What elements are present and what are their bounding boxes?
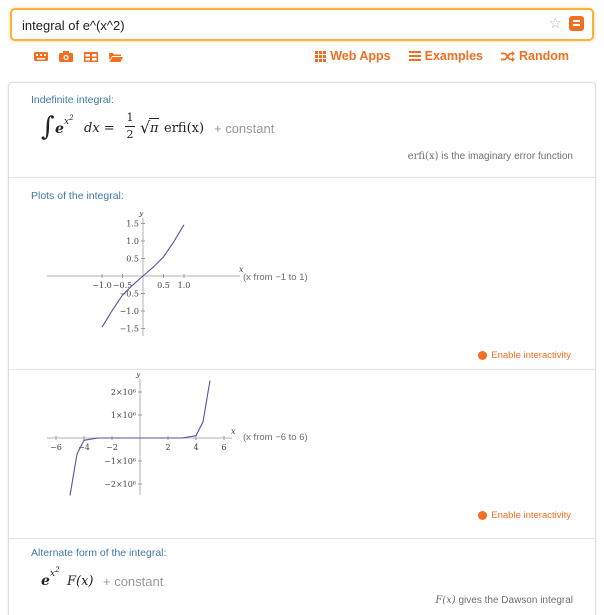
- exp-base: e: [55, 121, 64, 137]
- x-tick-label: 1.0: [177, 281, 191, 290]
- table-icon[interactable]: [83, 50, 99, 63]
- pod-title: Plots of the integral:: [31, 190, 124, 202]
- web-apps-link[interactable]: [315, 49, 390, 63]
- random-label: Random: [519, 49, 569, 63]
- pod-title: Indefinite integral:: [31, 94, 114, 106]
- x-tick-label: 6: [221, 443, 227, 452]
- interactivity-icon: [478, 351, 487, 360]
- integral-sign: ∫: [41, 112, 55, 142]
- y-tick-label: 2×10⁶: [110, 388, 136, 397]
- grid-icon: [315, 51, 326, 62]
- plus-constant: + constant: [214, 121, 275, 136]
- y-tick-label: −2×10⁶: [104, 480, 136, 489]
- frac-num: 1: [126, 111, 134, 124]
- shuffle-icon: [501, 51, 515, 62]
- exp-power: $x^2$: [50, 566, 60, 579]
- sqrt-sign: √: [140, 118, 151, 137]
- frac-den: 2: [126, 128, 134, 141]
- y-axis-label: y: [139, 212, 144, 217]
- x-axis-label: x: [231, 427, 236, 436]
- open-folder-icon[interactable]: [108, 50, 124, 63]
- y-tick-label: 0.5: [126, 254, 139, 264]
- camera-icon[interactable]: [58, 50, 74, 63]
- y-tick-label: 1.0: [126, 237, 139, 246]
- sqrt-bar: [149, 118, 159, 119]
- y-tick-label: −1.0: [119, 307, 139, 316]
- star-icon[interactable]: ☆: [548, 15, 562, 32]
- plus-constant: + constant: [103, 574, 164, 589]
- x-tick-label: 0.5: [157, 281, 170, 290]
- erfi-note: erfi(x) is the imaginary error function: [407, 151, 573, 162]
- examples-label: Examples: [424, 49, 483, 63]
- plot-1: [35, 212, 255, 342]
- keyboard-icon[interactable]: [33, 50, 49, 63]
- indefinite-integral-pod: [9, 83, 595, 178]
- input-mode-toolbar: [33, 50, 124, 63]
- y-tick-label: −1×10⁶: [104, 457, 136, 466]
- alternate-form-pod: [9, 539, 595, 615]
- x-tick-label: 4: [193, 443, 199, 452]
- differential: dx =: [84, 121, 115, 136]
- examples-link[interactable]: [409, 49, 483, 63]
- search-bar[interactable]: [10, 8, 594, 41]
- x-tick-label: −4: [78, 443, 90, 452]
- x-tick-label: −0.5: [112, 281, 133, 290]
- plots-pod: [9, 178, 595, 539]
- menu-icon[interactable]: [569, 16, 584, 31]
- list-icon: [409, 51, 421, 61]
- dawson-note: F(x) gives the Dawson integral: [435, 595, 573, 606]
- results-panel: [8, 82, 596, 615]
- enable-interactivity-2[interactable]: Enable interactivity: [478, 510, 571, 521]
- interactivity-icon: [478, 511, 487, 520]
- plot-2-range: (x from −6 to 6): [243, 432, 308, 443]
- dawson-term: F(x): [67, 574, 94, 589]
- web-apps-label: Web Apps: [330, 49, 391, 63]
- plot-2: [35, 373, 245, 498]
- y-tick-label: −0.5: [119, 289, 139, 299]
- y-tick-label: 1.5: [126, 219, 139, 229]
- frac-line: [125, 126, 135, 127]
- pi-symbol: π: [150, 121, 159, 136]
- exp-base: e: [41, 573, 50, 589]
- y-tick-label: 1×10⁶: [110, 411, 136, 420]
- plot-1-range: (x from −1 to 1): [243, 272, 308, 283]
- alternate-formula: [41, 565, 241, 595]
- x-tick-label: −1.0: [92, 281, 112, 290]
- x-axis-label: x: [239, 265, 244, 274]
- integral-formula: [41, 110, 301, 150]
- x-tick-label: 2: [165, 443, 171, 452]
- random-link[interactable]: [501, 49, 569, 63]
- pod-title: Alternate form of the integral:: [31, 547, 167, 559]
- y-tick-label: −1.5: [119, 324, 139, 334]
- enable-interactivity-1[interactable]: Enable interactivity: [478, 350, 571, 361]
- exp-power: $x^2$: [64, 114, 74, 127]
- x-tick-label: −6: [50, 443, 62, 452]
- plot-divider: [9, 369, 595, 370]
- x-tick-label: −2: [106, 443, 118, 452]
- erfi-term: erfi(x): [164, 121, 205, 136]
- top-nav: [315, 49, 569, 63]
- search-input[interactable]: [22, 15, 522, 35]
- y-axis-label: y: [136, 373, 141, 378]
